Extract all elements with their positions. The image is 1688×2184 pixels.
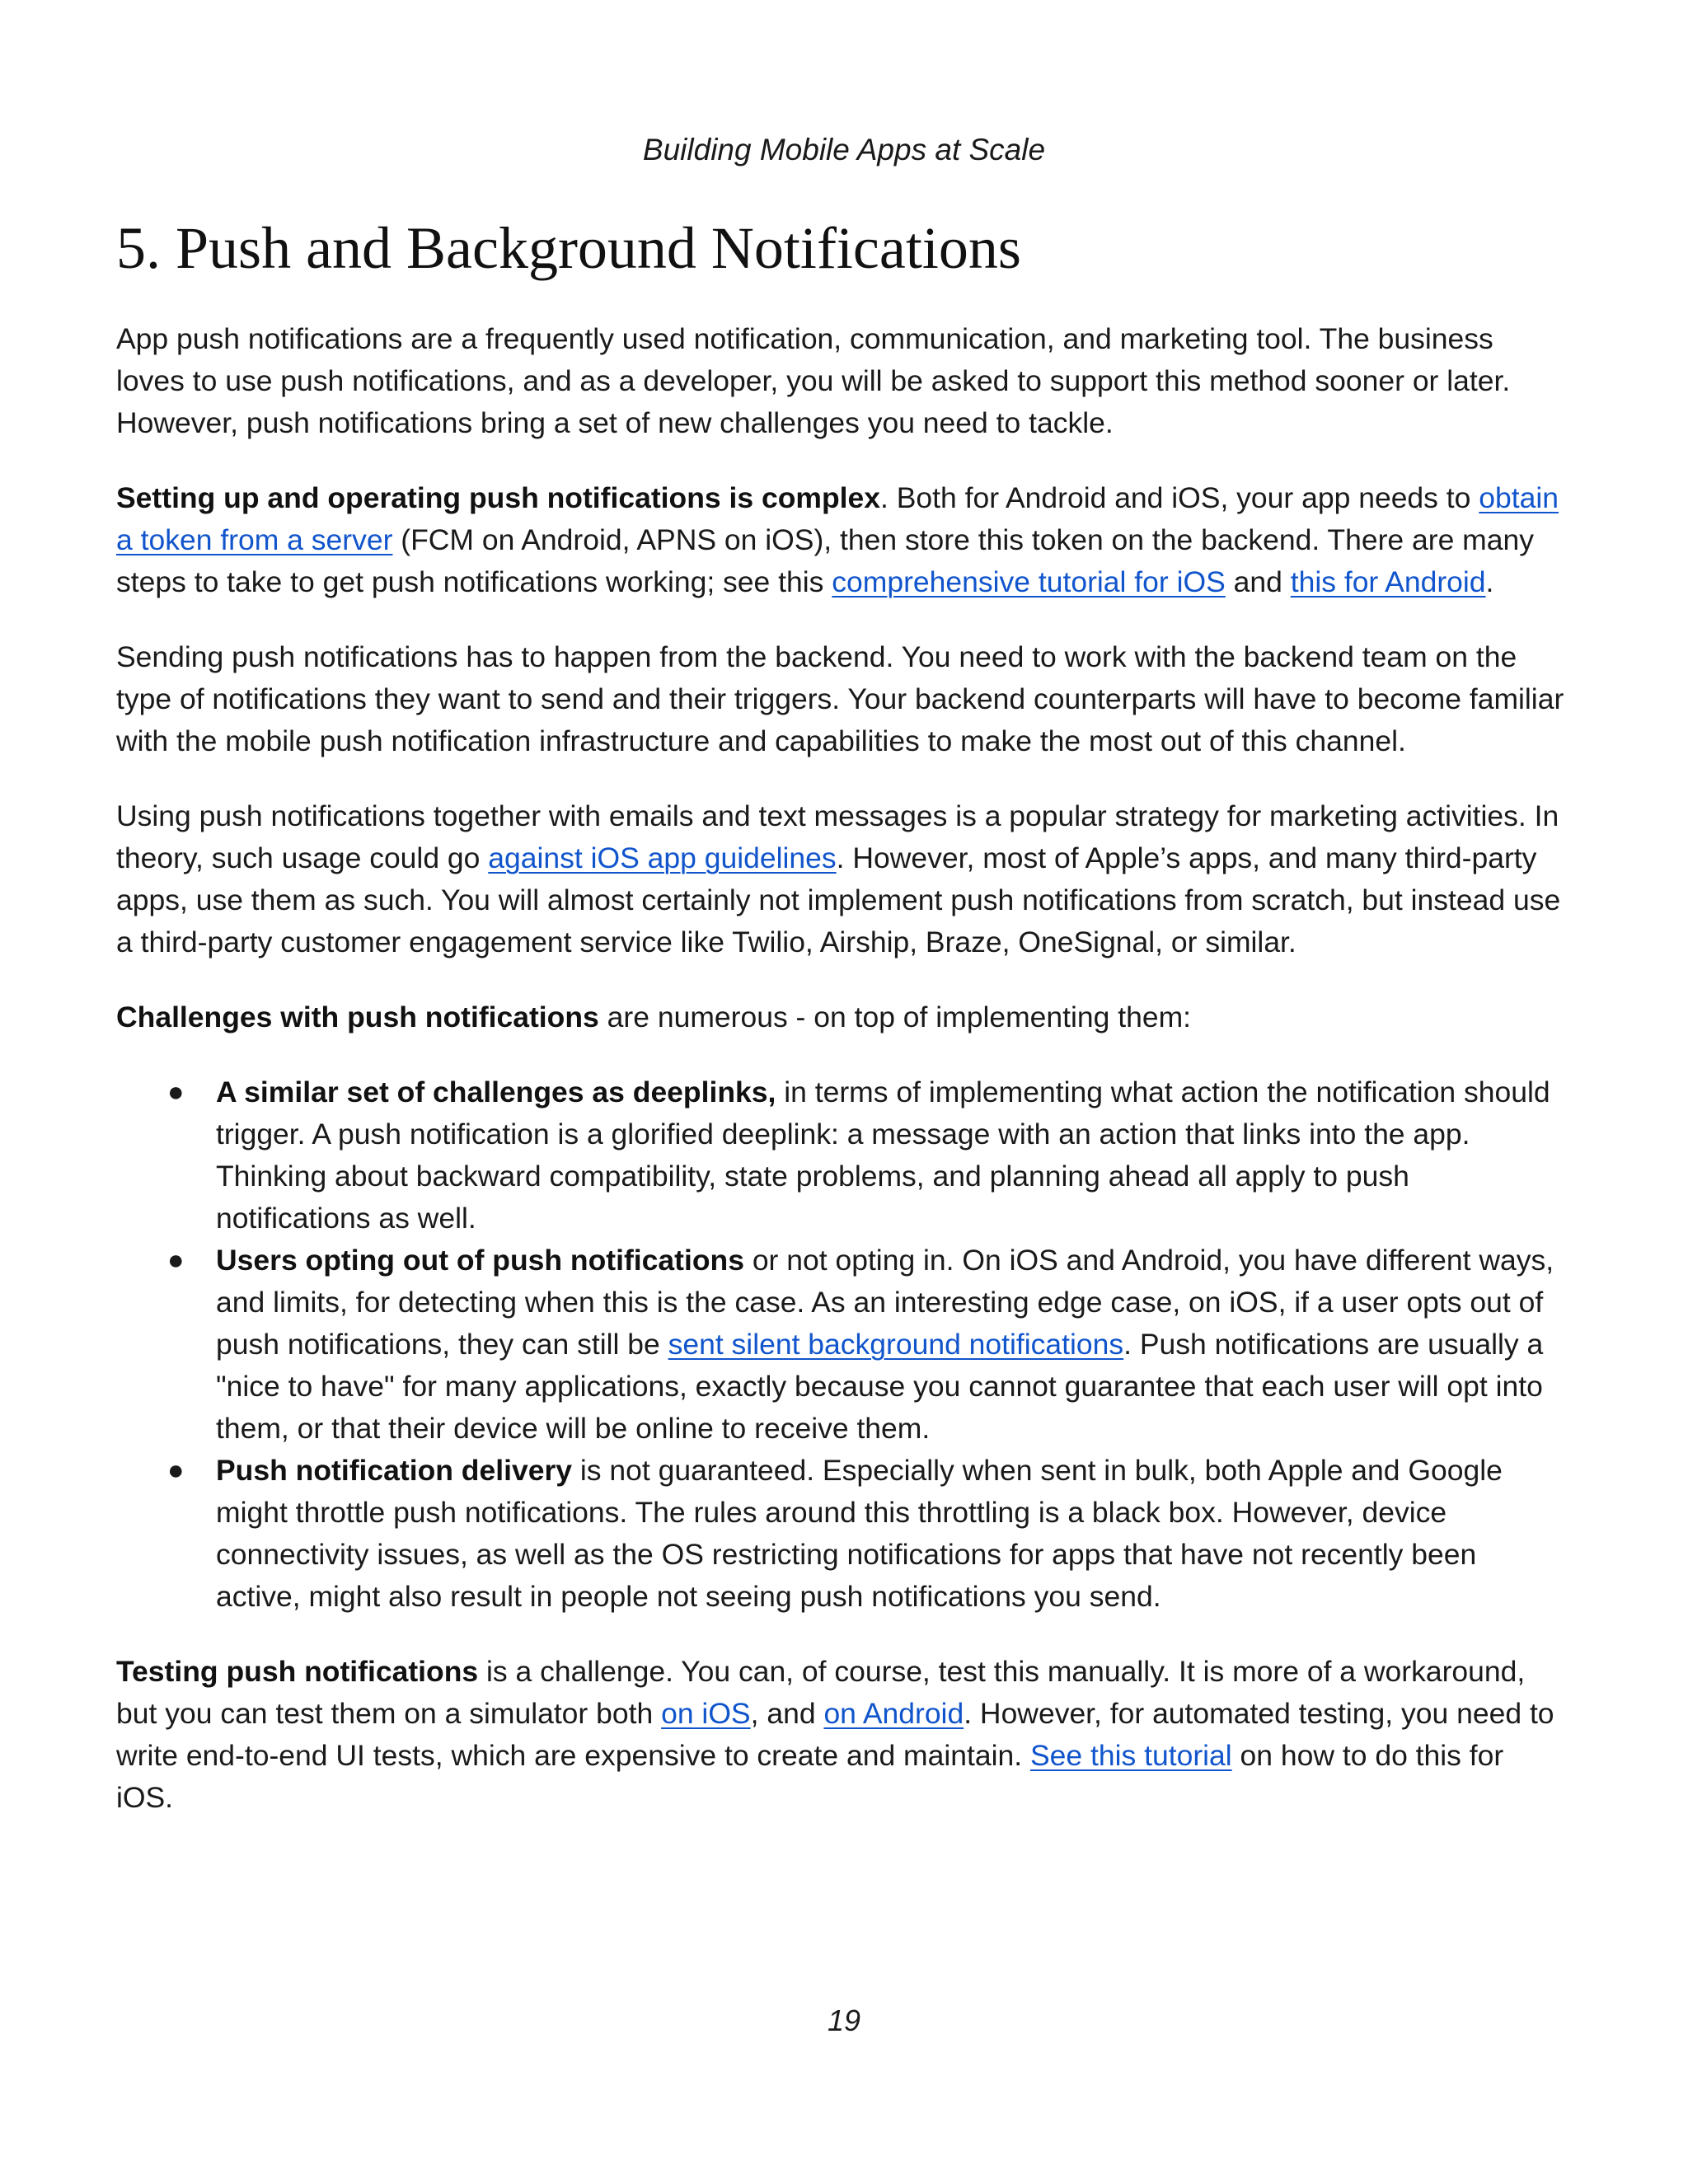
- simulator-android-link[interactable]: on Android: [823, 1697, 964, 1730]
- setup-text-3: and: [1225, 565, 1291, 598]
- setup-text-1: . Both for Android and iOS, your app needs to: [880, 481, 1479, 514]
- challenges-lead: Challenges with push notifications: [116, 1001, 599, 1033]
- opt-out-text-2: . Push notifications are usually a "nice to have" for many applications, exactly because you cannot guarantee that each user will opt into them, or that their device will be online to receive them.: [216, 1328, 1544, 1445]
- deeplinks-lead: A similar set of challenges as deeplinks,: [216, 1076, 776, 1108]
- setup-lead: Setting up and operating push notifications is complex: [116, 481, 881, 514]
- opt-out-lead: Users opting out of push notifications: [216, 1244, 744, 1277]
- marketing-text-2: . However, most of Apple’s apps, and many third-party apps, use them as such. You will almost certainly not implement push notifications from scratch, but instead use a third-party customer engagement service like Twilio, Airship, Braze, OneSignal, or similar.: [116, 841, 1561, 958]
- list-item-delivery: [116, 1450, 1567, 1618]
- challenges-intro-text: are numerous - on top of implementing them:: [598, 1001, 1192, 1033]
- list-item-deeplinks: [116, 1071, 1567, 1240]
- deeplinks-text: in terms of implementing what action the notification should trigger. A push notification is a glorified deeplink: a message with an action that links into the app. Thinking about backward compatibility, state problems, and planning ahead all apply to push notifications as well.: [216, 1076, 1550, 1235]
- simulator-ios-link[interactable]: on iOS: [661, 1697, 751, 1730]
- opt-out-text-1: or not opting in. On iOS and Android, you have different ways, and limits, for detecting when this is the case. As an interesting edge case, on iOS, if a user opts out of push notifications, they can still be: [216, 1244, 1554, 1361]
- ios-guidelines-link[interactable]: against iOS app guidelines: [488, 841, 837, 874]
- testing-paragraph: [116, 1651, 1567, 1819]
- marketing-paragraph: [116, 795, 1567, 963]
- chapter-body: [116, 318, 1567, 1852]
- running-header: Building Mobile Apps at Scale: [642, 133, 1046, 166]
- delivery-text: is not guaranteed. Especially when sent in bulk, both Apple and Google might throttle push notifications. The rules around this throttling is a black box. However, device connectivity issues, as well as the OS restricting notifications for apps that have not recently been active, might also result in people not seeing push notifications you send.: [216, 1454, 1503, 1613]
- delivery-lead: Push notification delivery: [216, 1454, 572, 1487]
- ui-test-tutorial-link[interactable]: See this tutorial: [1029, 1739, 1232, 1772]
- setup-text-2: (FCM on Android, APNS on iOS), then store this token on the backend. There are many steps to take to get push notifications working; see this: [116, 523, 1534, 598]
- list-item-opt-out: [116, 1240, 1567, 1450]
- ios-tutorial-link[interactable]: comprehensive tutorial for iOS: [832, 565, 1226, 598]
- silent-notifications-link[interactable]: sent silent background notifications: [668, 1328, 1124, 1361]
- testing-lead: Testing push notifications: [116, 1655, 479, 1688]
- bullet-icon: ●: [167, 1244, 185, 1276]
- testing-text-4: on how to do this for iOS.: [116, 1739, 1504, 1814]
- backend-paragraph: Sending push notifications has to happen from the backend. You need to work with the backend team on the type of notifications they want to send and their triggers. Your backend counterparts will have to become familiar with the mobile push notification infrastructure and capabilities to make the most out of this channel.: [116, 640, 1564, 757]
- marketing-text-1: Using push notifications together with emails and text messages is a popular strategy for marketing activities. In theory, such usage could go: [116, 799, 1559, 874]
- setup-text-4: .: [1485, 565, 1494, 598]
- obtain-token-link[interactable]: obtain a token from a server: [116, 481, 1559, 556]
- challenges-list: [116, 1071, 1567, 1618]
- bullet-icon: ●: [167, 1455, 185, 1486]
- testing-text-1: is a challenge. You can, of course, test this manually. It is more of a workaround, but you can test them on a simulator both: [116, 1655, 1526, 1730]
- intro-paragraph: App push notifications are a frequently used notification, communication, and marketing tool. The business loves to use push notifications, and as a developer, you will be asked to support this method sooner or later. However, push notifications bring a set of new challenges you need to tackle.: [116, 322, 1511, 439]
- bullet-icon: ●: [167, 1076, 185, 1108]
- challenges-intro-paragraph: [116, 996, 1567, 1038]
- testing-text-3: . However, for automated testing, you need to write end-to-end UI tests, which are expensive to create and maintain.: [116, 1697, 1554, 1772]
- page-number: 19: [827, 2004, 861, 2037]
- setup-paragraph: [116, 477, 1567, 603]
- testing-text-2: , and: [750, 1697, 824, 1730]
- chapter-title: 5. Push and Background Notifications: [116, 215, 1021, 281]
- android-tutorial-link[interactable]: this for Android: [1290, 565, 1486, 598]
